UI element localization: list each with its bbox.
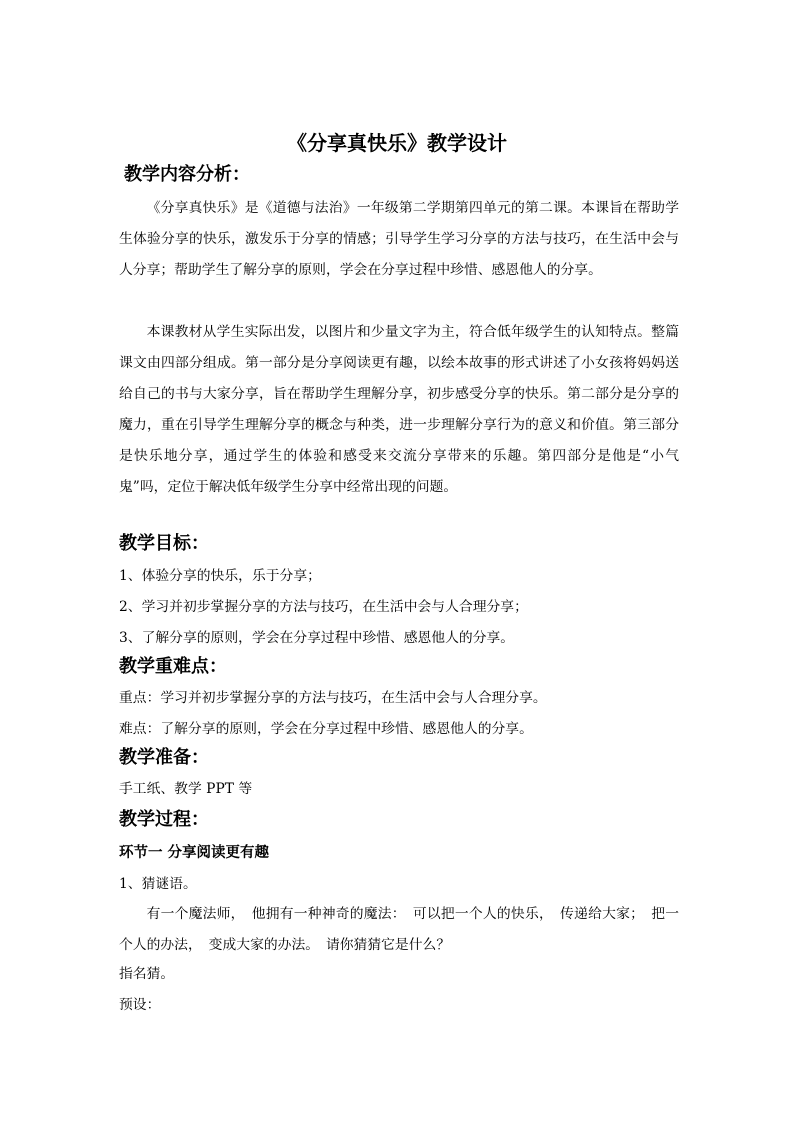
heading-process: 教学过程： [119,809,209,830]
process-line-preset: 预设： [119,997,161,1013]
preparation-item: 手工纸、教学 PPT 等 [119,781,253,797]
heading-preparation: 教学准备： [119,747,209,768]
riddle-paragraph: 有一个魔法师， 他拥有一种神奇的魔法： 可以把一个人的快乐， 传递给大家； 把一个人的办法， 变成大家的办法。 请你猜猜它是什么？ [119,906,679,953]
objective-item-2: 2、学习并初步掌握分享的方法与技巧，在生活中会与人合理分享； [119,599,528,615]
heading-content-analysis: 教学内容分析： [124,164,250,185]
process-line-call-on: 指名猜。 [119,966,175,982]
key-point-difficulty: 难点：了解分享的原则，学会在分享过程中珍惜、感恩他人的分享。 [119,721,533,737]
process-step-1: 1、猜谜语。 [119,876,197,892]
key-point-focus: 重点：学习并初步掌握分享的方法与技巧，在生活中会与人合理分享。 [119,690,547,706]
paragraph-content-analysis-2: 本课教材从学生实际出发，以图片和少量文字为主，符合低年级学生的认知特点。整篇课文由四部分组成。第一部分是分享阅读更有趣，以绘本故事的形式讲述了小女孩将妈妈送给自己的书与大家分享，旨在帮助学生理解分享，初步感受分享的快乐。第二部分是分享的魔力，重在引导学生理解分享的概念与种类，进一步理解分享行为的意义和价值。第三部分是快乐地分享，通过学生的体验和感受来交流分享带来的乐趣。第四部分是他是“小气鬼”吗，定位于解决低年级学生分享中经常出现的问题。 [119,324,679,495]
heading-key-points: 教学重难点： [119,656,227,677]
document-title: 《分享真快乐》教学设计 [287,131,507,155]
paragraph-content-analysis-1: 《分享真快乐》是《道德与法治》一年级第二学期第四单元的第二课。本课旨在帮助学生体验分享的快乐，激发乐于分享的情感；引导学生学习分享的方法与技巧，在生活中会与人分享；帮助学生了解分享的原则，学会在分享过程中珍惜、感恩他人的分享。 [119,200,679,278]
objective-item-1: 1、体验分享的快乐，乐于分享； [119,568,321,584]
heading-objectives: 教学目标： [119,533,209,554]
process-subheading: 环节一 分享阅读更有趣 [119,845,270,861]
objective-item-3: 3、了解分享的原则，学会在分享过程中珍惜、感恩他人的分享。 [119,630,515,646]
